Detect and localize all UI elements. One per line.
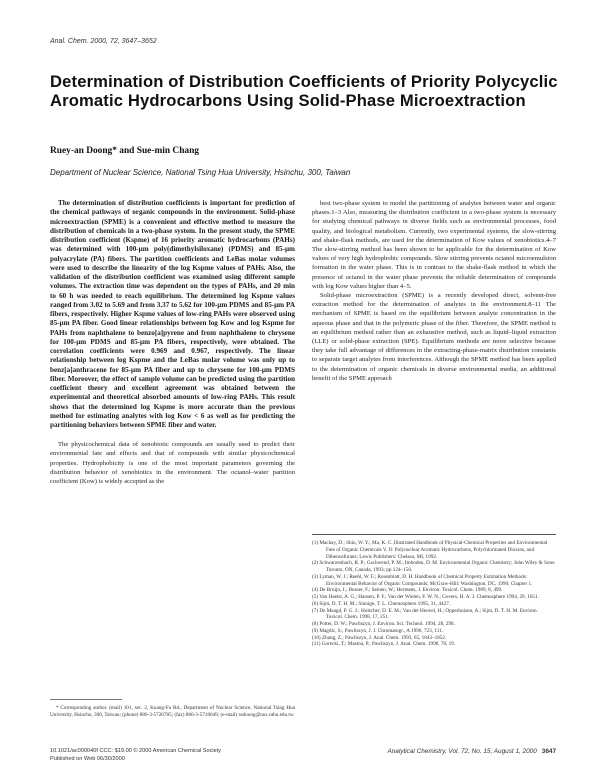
reference-item: (6) Sijm, D. T. H. M.; Sinnige, T. L. Chemosphere 1995, 31, 4427. [312,600,451,607]
journal-issue: Analytical Chemistry, Vol. 72, No. 15, August 1, 2000 [387,748,537,755]
journal-citation: Anal. Chem. 2000, 72, 3647–3652 [50,38,157,45]
intro-paragraph-1: The physicochemical data of xenobiotic compounds are usually used to predict their environmental fate and effects and that of compounds with similar physicochemical properties. Hydrophobicity is one of the most important parameters governing the distribution behavior of xenobiotics in the environment. The octanol–water partition coefficient (Kow) is widely accepted as the [50,441,295,486]
reference-item: (1) Mackay, D.; Shiu, W. Y.; Ma, K. C. Illustrated Handbook of Physical-Chemical Properties and Environmental Fate of Organic Chemicals V. II: Polynuclear Aromatic Hydrocarbons, Polychlorinated Dioxins, and Dibenzofurans; Lewis Publishers: Chelsea, MI, 1992. [312,540,548,560]
corresponding-author-note: * Corresponding author. (mail) 101, sec. 2, Kuang-Fu Rd., Department of Nuclear Science, National Tsing Hua University, Hsinchu, 300, Taiwan; (phone) 886-3-5726785; (fax) 886-3-5718649; (e-mail) radoong@nuc.nthu.edu.tw. [50,705,295,718]
footer-publication-info [50,748,221,763]
reference-divider [312,534,556,535]
reference-item: (10) Zhang, Z.; Pawliszyn, J. Anal. Chem. 1993, 65, 1843–1852. [312,634,447,641]
reference-item: (5) Van Haelst, A. G.; Hansen, P. F.; Van der Wielen, F. W. N.; Govers, H. A. J. Chemosphere 1994, 29, 1651. [312,594,539,600]
footnote-block [50,699,295,718]
author-list: Ruey-an Doong* and Sue-min Chang [50,146,199,156]
footer-journal-info [387,748,556,755]
right-column [312,199,556,383]
intro-paragraph-2: best two-phase system to model the partitioning of analytes between water and organic phases.1–3 Also, measuring the distribution coefficient in a two-phase system is necessary for studying chemical pathways in diverse fields such as environmental processes, food quality, and biological metabolism. Currently, two experimental systems, the slow-stirring and shake-flask methods, are used for the determination of Kow values of xenobiotics.4–7 The slow-stirring method has been shown to be applicable for the determination of Kow values of very high hydrophobic compounds. Slow stirring prevents octanol microemulsion formation in the water phase. This is in contrast to the shake-flask method in which the presence of octanol in the water phase prevents the reliable determination of compounds with log Kow values higher than 4–5. [312,200,556,290]
reference-item: (11) Gorecki, T.; Mastoa, P.; Pawliszyn, J. Anal. Chem. 1998, 70, 19. [312,641,456,648]
footnote-divider [50,699,122,700]
reference-list [312,534,556,648]
article-title: Determination of Distribution Coefficients of Priority Polycyclic Aromatic Hydrocarbons Using Solid-Phase Microextraction [50,72,558,110]
reference-item: (2) Schwarzenbach, R. P.; Gschwend, P. M.; Imboden, D. M. Environmental Organic Chemistry; John Wiley & Sons: Toronto, ON, Canada, 1993; pp 124–156. [312,560,556,573]
left-column [50,199,295,486]
page-number: 3647 [541,748,556,755]
intro-paragraph-3: Solid-phase microextraction (SPME) is a recently developed direct, solvent-free extraction method for the determination of analytes in the environment.8–11 The mechanism of SPME is based on the equilibrium between analyte concentration in the aqueous phase and that in the polymeric phase of the fiber. Therefore, the SPME method is an equilibrium method rather than an exhaustive method, such as liquid–liquid extraction (LLE) or solid-phase extraction (SPE). Equilibrium methods are more selective because they take full advantage of differences in the extracting-phase-matrix distribution constants to separate target analytes from interferences. Although the SPME method has been applied to the determination of organic chemicals in diverse environmental media, an additional benefit of the SPME approach [312,292,556,382]
published-date: Published on Web 06/30/2000 [50,755,125,762]
reference-item: (8) Potter, D. W.; Pawliszyn, J. Environ. Sci. Technol. 1994, 28, 298. [312,621,455,627]
reference-item: (9) Magdic, S.; Pawliszyn, J. J. Chromatogr., A 1996, 723, 111. [312,627,444,634]
author-affiliation: Department of Nuclear Science, National Tsing Hua University, Hsinchu, 300, Taiwan [50,168,351,177]
reference-item: (3) Lyman, W. J.; Reehl, W. F.; Rosenblatt, D. H. Handbook of Chemical Property Estimation Methods: Environmental Behavior of Organic Compounds; McGraw-Hill: Washington, DC, 1990; Chapter 1. [312,573,533,587]
reference-item: (4) De Bruijn, J.; Busser, F.; Seinen, W.; Hermens, J. Environ. Toxicol. Chem. 1989, 8, 499. [312,587,503,594]
doi-line: 10.1021/ac000040f CCC: $19.00 © 2000 American Chemical Society [50,748,222,754]
reference-item: (7) De Maagd, P. G. J.; Hulscher, D. E. M.; Van der Heuvel, H.; Opperhuizen, A.; Sijm, D. T. H. M. Environ. Toxicol. Chem. 1998, 17, 251. [312,607,538,621]
abstract: The determination of distribution coefficients is important for prediction of the chemical pathways of organic compounds in the environment. Solid-phase microextraction (SPME) is a convenient and effective method to measure the distribution of chemicals in a two-phase system. In the present study, the SPME distribution coefficient (Kspme) of 16 priority aromatic hydrocarbons (PAHs) was determined with 100-μm poly(dimethylsiloxane) (PDMS) and 85-μm polyacrylate (PA) fibers. The partition coefficients and LeBas molar volumes were used to describe the linearity of the log Kspme values of PAHs. Also, the validation of the distribution coefficient was examined using different sample volumes. The extraction time was dependent on the types of PAHs, and 20 min to 60 h was needed to reach equilibrium. The determined log Kspme values ranged from 3.02 to 5.69 and from 3.37 to 5.62 for 100-μm PDMS and 85-μm PA fibers, respectively. Higher Kspme values of low-ring PAHs were observed using 85-μm PA fiber. Good linear relationships between log Kow and log Kspme for PAHs from naphthalene to benzo[a]pyrene and from naphthalene to chrysene for 100-μm PDMS and 85-μm PA fibers, respectively, were obtained. The correlation coefficients were 0.969 and 0.967, respectively. The linear relationship between log Kspme and the LeBas molar volume was only up to benz[a]anthracene for 85-μm PA fiber and up to chrysene for 100-μm PDMS fiber. Moreover, the effect of sample volume can be predicted using the partition coefficient theory and excellent agreement was obtained between the experimental and theoretical absorbed amounts of low-ring PAHs. This result shows that the determined log Kspme is more accurate than the previous method for estimating analytes with log Kow < 6 as well as for predicting the partitioning behaviors between SPME fiber and water. [50,199,295,429]
